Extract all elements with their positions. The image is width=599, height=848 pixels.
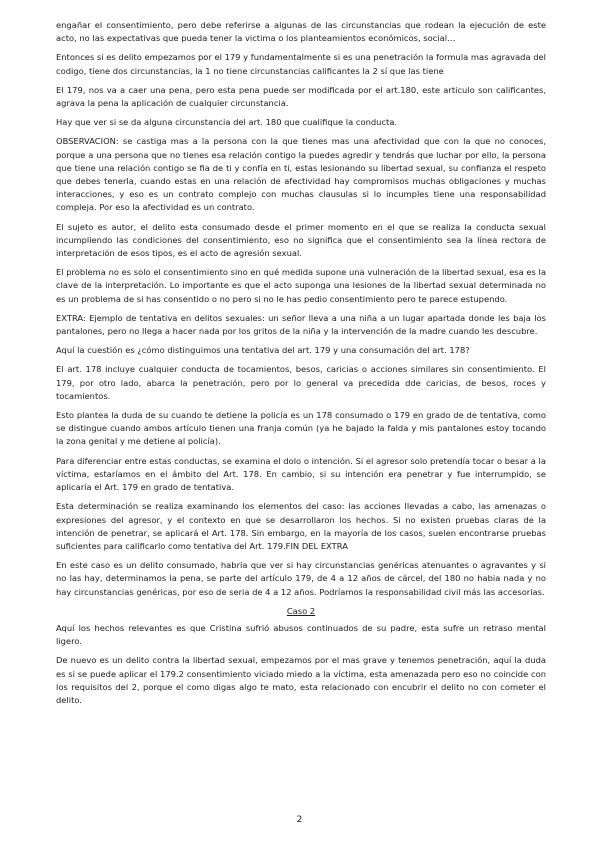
paragraph: Esto plantea la duda de su cuando te detiene la policía es un 178 consumado o 179 en grado de de tentativa, como se distingue cuando ambos artículo tienen una franja común (ya he bajado la falda y mis pantalones estoy tocando la zona genital y me detiene al policía).: [56, 410, 546, 447]
paragraph: Entonces si es delito empezamos por el 179 y fundamentalmente si es una penetración la formula mas agravada del codigo, tiene dos circunstancias, la 1 no tiene circunstancias calificantes la 2 sí que las tiene: [56, 52, 546, 76]
paragraph: El problema no es solo el consentimiento sino en qué medida supone una vulneración de la libertad sexual, esa es la clave de la interpretación. Lo importante es que el acto suponga una lesiones de la libertad sexual determinada no es un problema de si has consentido o no pero si no le has pedio consentimiento pero te parece estupendo.: [56, 267, 546, 304]
paragraph: Hay que ver si se da alguna circunstancia del art. 180 que cualifique la conducta.: [56, 117, 398, 128]
paragraph: El art. 178 incluye cualquier conducta de tocamientos, besos, caricias o acciones similares sin consentimiento. El 179, por otro lado, abarca la penetración, pero por lo general va precedida dde caricias, de besos, roces y tocamientos.: [56, 364, 546, 401]
paragraph: Aquí la cuestión es ¿cómo distinguimos una tentativa del art. 179 y una consumación del art. 178?: [56, 345, 470, 356]
paragraph: engañar el consentimiento, pero debe referirse a algunas de las circunstancias que rodean la ejecución de este acto, no las expectativas que pueda tener la victima o los planteamientos económicos, social…: [56, 20, 546, 44]
paragraph: Aquí los hechos relevantes es que Cristina sufrió abusos continuados de su padre, esta sufre un retraso mental ligero.: [56, 622, 546, 647]
page-number: 2: [296, 815, 303, 825]
paragraph: OBSERVACION: se castiga mas a la persona con la que tienes mas una afectividad que con la que no conoces, porque a una persona que no tienes esa relación contigo la puedes agredir y tendrás que luchar por ello, la persona que tiene una relación contigo se fia de ti y confía en ti, estas lesionando su libertad sexual, su confianza el respeto que debes tenerla, cuando estas en una relación de afectividad hay compromisos muchas obligaciones y muchas interacciones, y eso es un contrato complejo con muchas clausulas si lo incumples tiene una responsabilidad compleja. Por eso la afectividad es un contrato.: [56, 136, 546, 213]
paragraph: Esta determinación se realiza examinando los elementos del caso: las acciones llevadas a cabo, las amenazas o expresiones del agresor, y el contexto en que se desarrollaron los hechos. Si no existen pruebas claras de la intención de penetrar, se aplicará el Art. 178. Sin embargo, en la mayoría de los casos, suelen encontrarse pruebas suficientes para calificarlo como tentativa del Art. 179.FIN DEL EXTRA: [56, 501, 546, 551]
document-body: [56, 19, 546, 713]
paragraph: Para diferenciar entre estas conductas, se examina el dolo o intención. Si el agresor solo pretendía tocar o besar a la víctima, estaríamos en el ámbito del Art. 178. En cambio, si su intención era penetrar y fue interrumpido, se aplicaría el Art. 179 en grado de tentativa.: [56, 455, 546, 493]
paragraph: De nuevo es un delito contra la libertad sexual, empezamos por el mas grave y tenemos penetración, aquí la duda es si se puede aplicar el 179.2 consentimiento viciado miedo a la víctima, esta amenazada pero eso no coincide con los requisitos del 2, porque el como digas algo te mato, esta relacionado con encubrir el delito no con cometer el delito.: [56, 655, 546, 705]
section-heading: Caso 2: [286, 605, 316, 616]
paragraph: El 179, nos va a caer una pena, pero esta pena puede ser modificada por el art.180, este articulo son calificantes, agrava la pena la aplicación de cualquier circunstancia.: [56, 84, 546, 109]
paragraph: En este caso es un delito consumado, habría que ver si hay circunstancias genéricas atenuantes o agravantes y si no las hay, determinamos la pena, se parte del artículo 179, de 4 a 12 años de cárcel, del 180 no habia nada y no hay circunstancias genéricas, por eso de seria de 4 a 12 años. Podríamos la responsabilidad civil más las accesorias.: [56, 560, 546, 597]
paragraph: EXTRA: Ejemplo de tentativa en delitos sexuales: un señor lleva a una niña a un lugar apartada donde les baja los pantalones, pero no llega a hacer nada por los gritos de la niña y la intervención de la madre cuando les descubre.: [56, 312, 546, 337]
paragraph: El sujeto es autor, el delito esta consumado desde el primer momento en el que se realiza la conducta sexual incumpliendo las condiciones del consentimiento, eso no significa que el consentimiento sea la línea rectora de interpretación de esos tipos, es el acto de agresión sexual.: [56, 221, 546, 259]
